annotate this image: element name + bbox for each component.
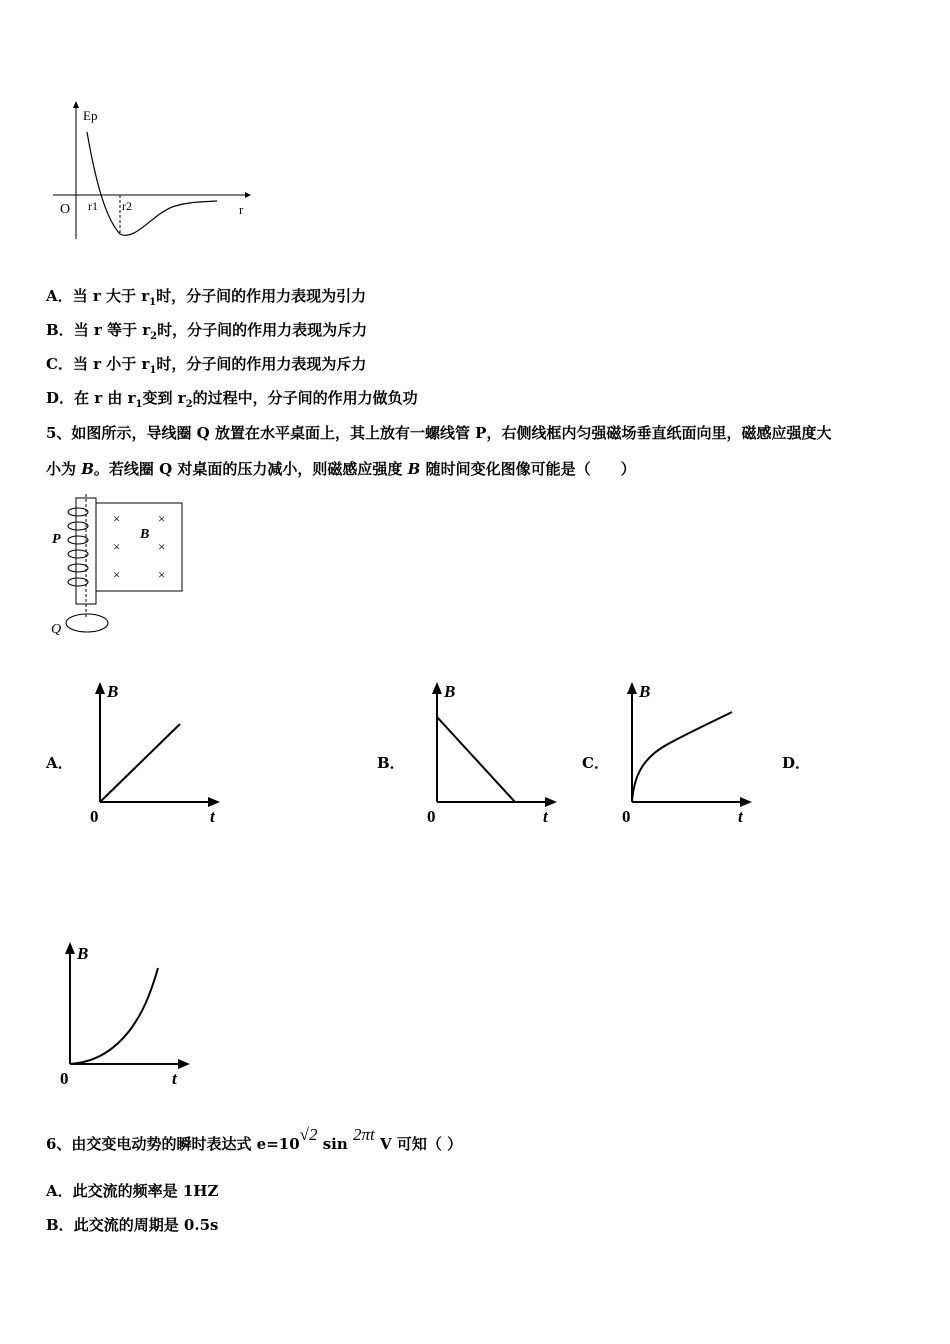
b-t-curve [70, 968, 158, 1064]
q4-option-d: D．在 r 由 $r_1$变到 $r_2$的过程中，分子间的作用力做负功 [46, 389, 418, 410]
q6-stem: 6、由交变电动势的瞬时表达式 e=10√2 sin 2πt V 可知（ ） [46, 1125, 463, 1153]
b-label: B [444, 682, 456, 701]
r2-label: r2 [122, 199, 132, 213]
q4-option-c: C．当 r 小于 $r_1$时，分子间的作用力表现为斥力 [46, 355, 367, 376]
r1-label: r1 [88, 199, 98, 213]
field-b-label: B [140, 527, 150, 542]
ep-r-graph [45, 98, 255, 246]
b-axis-arrow [65, 942, 75, 954]
q5-option-c-letter: C． [582, 754, 609, 772]
origin-label: 0 [427, 807, 436, 826]
cross-mark: × [113, 511, 121, 526]
r-label: r [239, 202, 244, 217]
b-t-line [437, 717, 515, 802]
t-axis-arrow [208, 797, 220, 807]
ep-curve [87, 132, 217, 235]
sqrt-two: √2 [299, 1125, 318, 1144]
t-label: t [543, 807, 548, 826]
b-t-curve [632, 712, 732, 802]
graph-b [425, 680, 565, 828]
cross-mark: × [158, 539, 166, 554]
cross-mark: × [158, 511, 166, 526]
r-axis-arrow [245, 192, 251, 198]
solenoid-figure [48, 494, 188, 640]
q5-stem-line1: 5、如图所示，导线圈 Q 放置在水平桌面上，其上放有一螺线管 P，右侧线框内匀强磁场垂直纸面向里，磁感应强度大 [46, 424, 832, 442]
field-frame [86, 503, 182, 591]
sin-argument: 2πt [353, 1125, 375, 1144]
q5-option-d-letter: D． [782, 754, 811, 772]
b-axis-arrow [432, 682, 442, 694]
origin-label: 0 [90, 807, 99, 826]
q6-option-a: A．此交流的频率是 1HZ [46, 1182, 219, 1200]
q6-option-b: B．此交流的周期是 0.5s [46, 1216, 219, 1234]
t-axis-arrow [740, 797, 752, 807]
ep-label: Ep [83, 108, 98, 123]
b-label: B [639, 682, 651, 701]
cross-mark: × [158, 567, 166, 582]
b-t-line [100, 724, 180, 802]
q5-stem-line2: 小为 B。若线圈 Q 对桌面的压力减小，则磁感应强度 B 随时间变化图像可能是（ ） [46, 460, 636, 478]
q5-option-b-letter: B． [377, 754, 405, 772]
origin-label: 0 [60, 1069, 69, 1088]
b-label: B [107, 682, 119, 701]
coil-q [66, 614, 108, 632]
coil-q-label: Q [51, 622, 62, 637]
cross-mark: × [113, 567, 121, 582]
graph-d [58, 940, 198, 1088]
b-axis-arrow [627, 682, 637, 694]
origin-label: 0 [622, 807, 631, 826]
t-label: t [172, 1069, 177, 1088]
ep-axis-arrow [73, 101, 79, 108]
b-axis-arrow [95, 682, 105, 694]
q4-option-a: A．当 r 大于 $r_1$时，分子间的作用力表现为引力 [46, 287, 367, 308]
q4-option-b: B．当 r 等于 $r_2$时，分子间的作用力表现为斥力 [46, 321, 368, 342]
graph-a [88, 680, 228, 828]
solenoid-p-label: P [52, 532, 61, 547]
q5-option-a-letter: A． [46, 754, 73, 772]
t-label: t [738, 807, 743, 826]
t-axis-arrow [545, 797, 557, 807]
t-axis-arrow [178, 1059, 190, 1069]
b-label: B [77, 944, 89, 963]
graph-c [620, 680, 760, 828]
cross-mark: × [113, 539, 121, 554]
t-label: t [210, 807, 215, 826]
origin-label: O [60, 202, 71, 217]
